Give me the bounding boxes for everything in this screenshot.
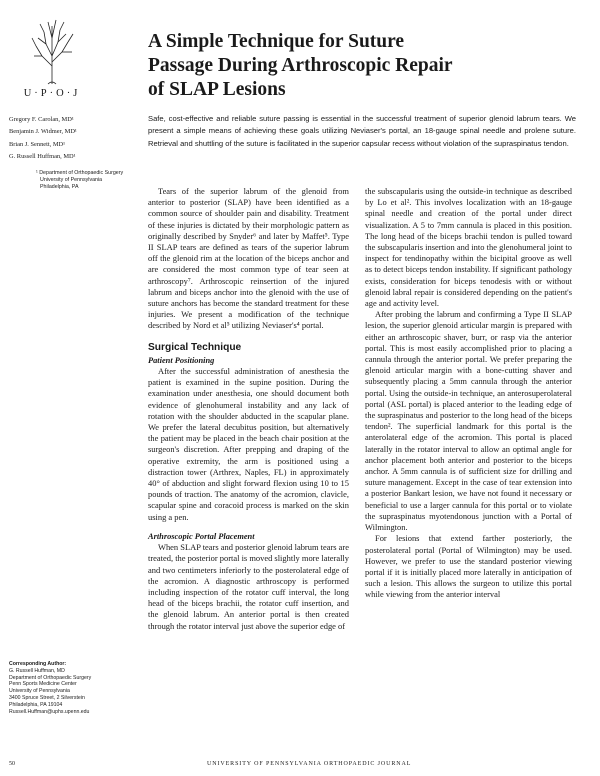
subsection-heading: Arthroscopic Portal Placement (148, 531, 255, 541)
affiliation-line: Philadelphia, PA (40, 184, 79, 191)
corr-line: 3400 Spruce Street, 2 Silverstein (9, 694, 85, 701)
section-heading: Surgical Technique (148, 341, 242, 353)
paragraph: the subscapularis using the outside-in technique as described by Lo et al². This involves localization with an 18-gauge spinal needle and creation of the portal under direct visualization. A 5 to 7mm cannula is placed in this position. The long head of the biceps brachii tendon is pulled toward the subscapularis insertion and into the glenohumeral joint to inspect for tendinopathy within the bicipital groove as well as to detect biceps tendon instability. If significant pathology exists, consideration for biceps tenodesis with or without glenoid labral repair is considered depending on the patient's age and activity level. (365, 186, 572, 309)
journal-logo (14, 16, 90, 99)
article-title (148, 30, 568, 102)
journal-name: UNIVERSITY OF PENNSYLVANIA ORTHOPAEDIC JOURNAL (207, 761, 412, 767)
title-line: of SLAP Lesions (148, 79, 286, 100)
abstract: Safe, cost-effective and reliable suture passing is essential in the successful treatment of superior glenoid labrum tears. We present a simple means of achieving these goals utilizing Neviaser's portal, an 18-gauge spinal needle and prolene suture. Retrieval and shuttling of the suture is facilitated in the superior capsular recess without violation of the supraspinatus tendon. (148, 114, 576, 148)
page-number: 50 (9, 761, 15, 767)
author: G. Russell Huffman, MD¹ (9, 153, 76, 161)
body-column-left (148, 186, 349, 632)
corresponding-heading: Corresponding Author: (9, 661, 67, 667)
corr-line: Department of Orthopaedic Surgery (9, 674, 92, 681)
affiliation (36, 170, 136, 191)
paragraph-portal: When SLAP tears and posterior glenoid labrum tears are treated, the posterior portal is moved slightly more laterally and two centimeters inferiorly to the posterolateral edge of the acromion. A diagnostic arthroscopy is performed including inspection of the rotator cuff interval, the long head of the biceps brachii, the rotator cuff insertion, and the glenoid labrum. An anterior portal is then created through the rotator interval just above the superior edge of (148, 542, 349, 631)
author: Benjamin J. Widmer, MD¹ (9, 128, 77, 136)
title-line: A Simple Technique for Suture (148, 31, 405, 52)
author: Gregory F. Carolan, MD¹ (9, 116, 74, 123)
affiliation-line: University of Pennsylvania (40, 177, 103, 184)
corr-line: Penn Sports Medicine Center (9, 681, 77, 688)
body-column-right (365, 186, 572, 601)
paragraph-intro: Tears of the superior labrum of the glenoid from anterior to posterior (SLAP) have been identified as a common source of shoulder pain and disability. Treatment of these injuries is dictated by their morphologic pattern as originally described by Snyder⁶ and later by Maffet⁵. Type II SLAP tears are defined as tears of the superior labrum off the glenoid rim at the location of the biceps anchor and are considered the most common type of tear seen at arthroscopy⁷. Arthroscopic reinsertion of the injured labrum and biceps anchor into the glenoid with the use of suture anchors has become the standard treatment for these injuries. We present a modification of the technique described by Nord et al⁵ utilizing Neviaser's⁴ portal. (148, 186, 349, 331)
paragraph: After probing the labrum and confirming a Type II SLAP lesion, the superior glenoid articular margin is prepared with either an arthroscopic shaver, burr, or rasp via the anterior portal. This is most easily accomplished prior to placing a cannula through the anterior portal. We prefer preparing the glenoid articular margin with a bone-cutting shaver and subsequently placing a 5mm cannula through the anterior portal. Using the outside-in technique, an anterosuperolateral portal (ASL portal) is placed anterior to the leading edge of the supraspinatus and posterior to the long head of the biceps tendon². The superficial landmark for this portal is the anterolateral edge of the acromion. This portal is placed laterally in the rotator interval to allow an optimal angle for anchor placement both anterior and posterior to the biceps anchor. A 5mm cannula is of sufficient size for drilling and suture management. Except in the case of tear extension into a posterior Bankart lesion, we have not found it necessary or beneficial to use a larger cannula for this portal or to violate the supraspinatus myotendonous junction with a Portal of Wilmington. (365, 309, 572, 533)
logo-text: U·P·O·J (23, 88, 81, 99)
author-list (9, 114, 134, 164)
corr-email[interactable]: Russell.Huffman@uphs.upenn.edu (9, 708, 90, 715)
corr-line: University of Pennsylvania (9, 688, 70, 695)
paragraph-positioning: After the successful administration of anesthesia the patient is examined in the supine position. During the examination under anesthesia, one should document both evidence of glenohumeral instability and any lack of rotation with the shoulder abducted in the scapular plane. We prefer the lateral decubitus position, but alternatively the patient may be placed in the beach chair position at the surgeon's discretion. After prepping and draping of the operative extremity, the arm is positioned using a distraction tower (Arthrex, Naples, FL) in approximately 40° of abduction and slight forward flexion using 10 to 15 pounds of traction. The anatomy of the acromion, clavicle, scapular spine and coracoid process is marked on the skin using a pen. (148, 366, 349, 522)
tree-icon (28, 16, 76, 86)
corr-line: Philadelphia, PA 19104 (9, 701, 63, 708)
affiliation-line: ¹ Department of Orthopaedic Surgery (36, 170, 124, 176)
author: Brian J. Sennett, MD¹ (9, 140, 66, 148)
corresponding-author (9, 661, 134, 715)
title-line: Passage During Arthroscopic Repair (148, 55, 453, 76)
paragraph: For lesions that extend farther posteriorly, the posterolateral portal (Portal of Wilmington) may be used. However, we prefer to use the standard posterior viewing portal if it is initially placed more laterally in anticipation of such a lesion. This allows the surgeon to utilize this portal while viewing from the anterior interval (365, 533, 572, 600)
corr-line: G. Russell Huffman, MD (9, 667, 65, 674)
subsection-heading: Patient Positioning (148, 355, 215, 365)
